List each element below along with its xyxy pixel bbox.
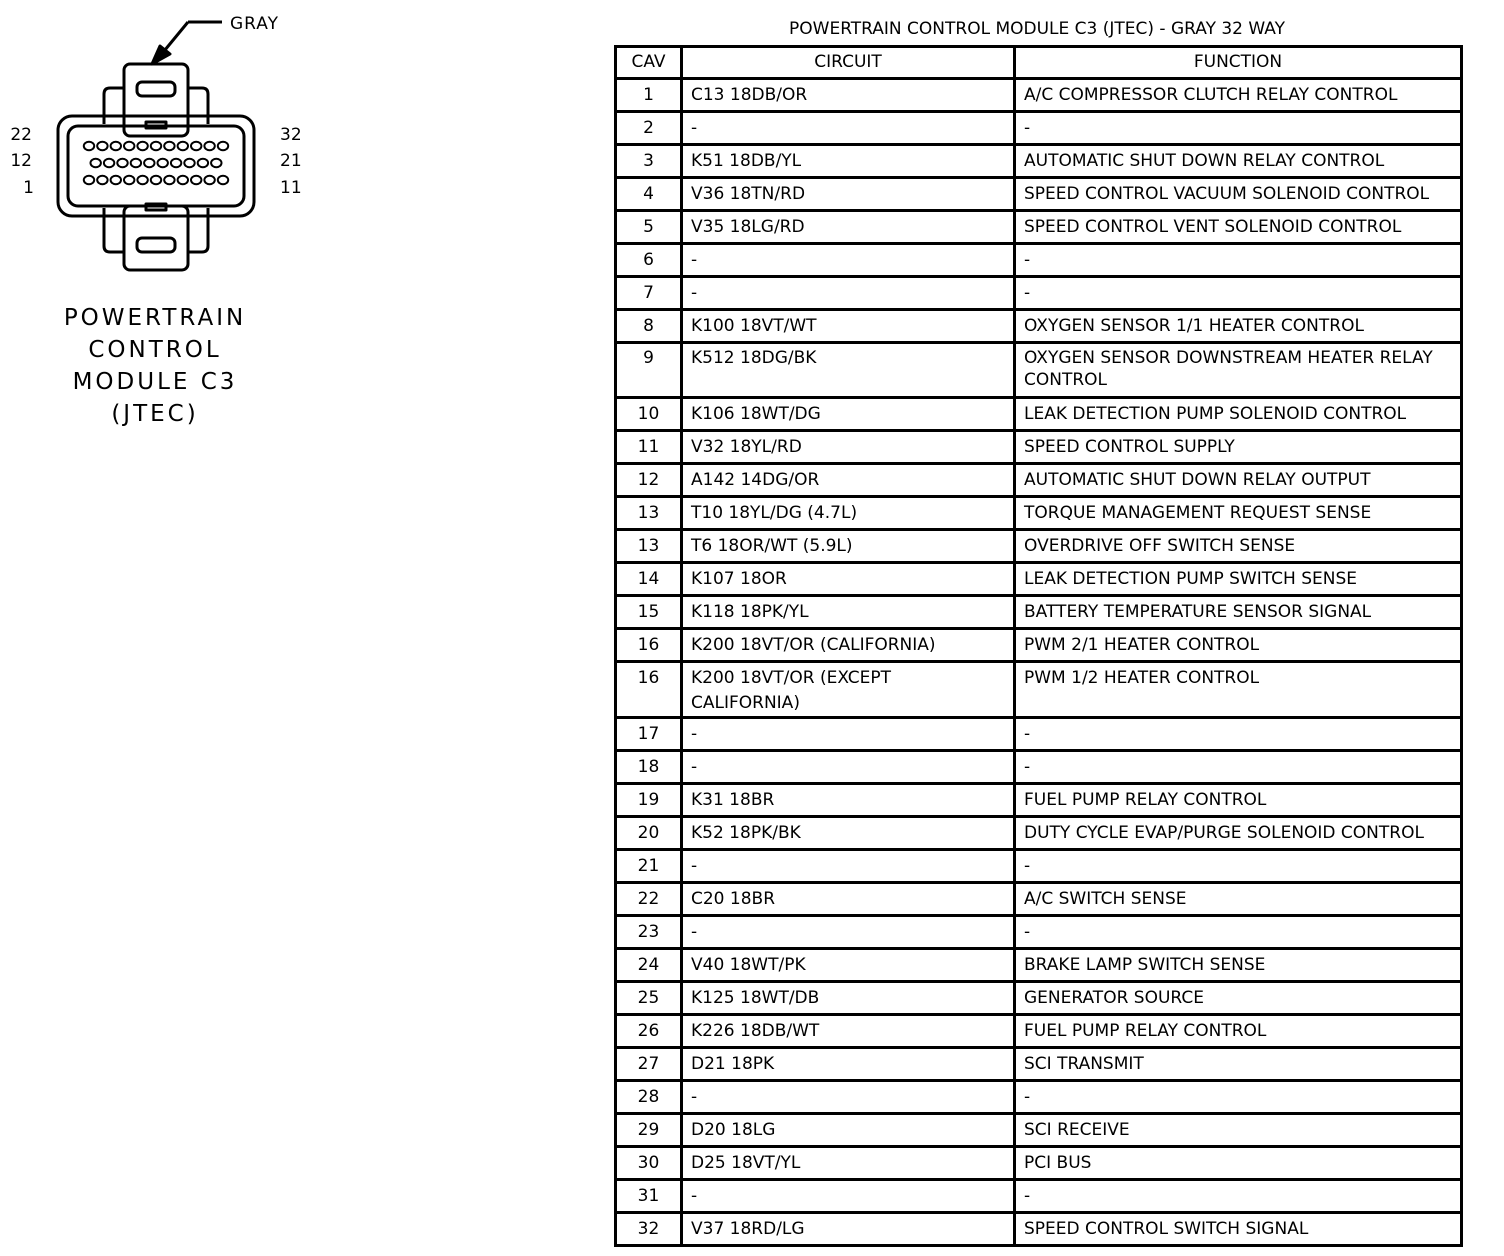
table-header-row — [616, 47, 1462, 79]
circuit-cell: T10 18YL/DG (4.7L) — [682, 497, 1015, 530]
circuit-cell: K200 18VT/OR (CALIFORNIA) — [682, 629, 1015, 662]
circuit-cell: C13 18DB/OR — [682, 79, 1015, 112]
pinout-table — [614, 45, 1463, 1247]
circuit-cell: V32 18YL/RD — [682, 431, 1015, 464]
header-circuit: CIRCUIT — [682, 47, 1015, 79]
circuit-cell: K106 18WT/DG — [682, 398, 1015, 431]
function-cell: OXYGEN SENSOR 1/1 HEATER CONTROL — [1015, 310, 1462, 343]
connector-title — [40, 302, 270, 430]
circuit-cell: K100 18VT/WT — [682, 310, 1015, 343]
cav-cell: 28 — [616, 1081, 682, 1114]
connector-title-line: POWERTRAIN — [63, 305, 247, 331]
function-cell: PWM 2/1 HEATER CONTROL — [1015, 629, 1462, 662]
table-row — [616, 497, 1462, 530]
top-latch-inner — [137, 82, 175, 96]
cav-cell: 19 — [616, 784, 682, 817]
function-cell: LEAK DETECTION PUMP SOLENOID CONTROL — [1015, 398, 1462, 431]
function-cell: A/C SWITCH SENSE — [1015, 883, 1462, 916]
table-row — [616, 464, 1462, 497]
table-row — [616, 949, 1462, 982]
cav-cell: 32 — [616, 1213, 682, 1246]
housing-inner — [68, 126, 244, 206]
pin-number-right-bottom: 11 — [280, 178, 302, 198]
cav-cell: 24 — [616, 949, 682, 982]
circuit-cell: - — [682, 112, 1015, 145]
connector-cavity — [151, 142, 161, 150]
connector-cavity — [84, 142, 94, 150]
connector-cavity — [164, 142, 174, 150]
circuit-cell: K512 18DG/BK — [682, 343, 1015, 398]
function-cell: - — [1015, 1081, 1462, 1114]
table-row — [616, 751, 1462, 784]
function-cell: SPEED CONTROL SUPPLY — [1015, 431, 1462, 464]
header-cav: CAV — [616, 47, 682, 79]
table-row — [616, 1213, 1462, 1246]
table-row — [616, 1180, 1462, 1213]
connector-cavity — [111, 142, 121, 150]
cav-cell: 22 — [616, 883, 682, 916]
circuit-cell: - — [682, 718, 1015, 751]
connector-cavity — [164, 176, 174, 184]
connector-cavity — [178, 176, 188, 184]
table-row — [616, 662, 1462, 718]
table-row — [616, 277, 1462, 310]
circuit-cell: K226 18DB/WT — [682, 1015, 1015, 1048]
cav-cell: 27 — [616, 1048, 682, 1081]
function-cell: DUTY CYCLE EVAP/PURGE SOLENOID CONTROL — [1015, 817, 1462, 850]
circuit-cell: - — [682, 1081, 1015, 1114]
circuit-cell: C20 18BR — [682, 883, 1015, 916]
function-cell: GENERATOR SOURCE — [1015, 982, 1462, 1015]
cav-cell: 16 — [616, 662, 682, 718]
function-cell: PWM 1/2 HEATER CONTROL — [1015, 662, 1462, 718]
connector-cavity — [124, 176, 134, 184]
function-cell: BRAKE LAMP SWITCH SENSE — [1015, 949, 1462, 982]
function-cell: OXYGEN SENSOR DOWNSTREAM HEATER RELAY CONTROL — [1015, 343, 1462, 398]
circuit-cell: K52 18PK/BK — [682, 817, 1015, 850]
table-row — [616, 817, 1462, 850]
table-row — [616, 310, 1462, 343]
header-function: FUNCTION — [1015, 47, 1462, 79]
connector-cavity — [104, 159, 114, 167]
cav-cell: 12 — [616, 464, 682, 497]
cav-cell: 13 — [616, 530, 682, 563]
function-cell: SCI RECEIVE — [1015, 1114, 1462, 1147]
function-cell: FUEL PUMP RELAY CONTROL — [1015, 784, 1462, 817]
table-row — [616, 79, 1462, 112]
cav-cell: 1 — [616, 79, 682, 112]
table-row — [616, 1048, 1462, 1081]
connector-color-label: GRAY — [230, 14, 279, 34]
cav-cell: 3 — [616, 145, 682, 178]
table-row — [616, 629, 1462, 662]
connector-title-line: CONTROL — [88, 337, 222, 363]
table-row — [616, 244, 1462, 277]
circuit-cell: A142 14DG/OR — [682, 464, 1015, 497]
circuit-cell: V35 18LG/RD — [682, 211, 1015, 244]
function-cell: - — [1015, 751, 1462, 784]
connector-cavity — [124, 142, 134, 150]
connector-cavity — [171, 159, 181, 167]
cav-cell: 21 — [616, 850, 682, 883]
connector-cavity — [111, 176, 121, 184]
table-row — [616, 784, 1462, 817]
connector-cavity — [198, 159, 208, 167]
circuit-cell: K107 18OR — [682, 563, 1015, 596]
cav-cell: 25 — [616, 982, 682, 1015]
connector-cavity — [137, 142, 147, 150]
upper-shoulder — [104, 88, 208, 124]
circuit-cell: K200 18VT/OR (EXCEPT CALIFORNIA) — [682, 662, 1015, 718]
cav-cell: 26 — [616, 1015, 682, 1048]
pinout-table-body — [616, 79, 1462, 1246]
circuit-cell: - — [682, 1180, 1015, 1213]
table-row — [616, 718, 1462, 751]
table-row — [616, 145, 1462, 178]
connector-cavity — [117, 159, 127, 167]
cav-cell: 8 — [616, 310, 682, 343]
cav-cell: 20 — [616, 817, 682, 850]
pin-number-right-mid: 21 — [280, 151, 302, 171]
table-row — [616, 530, 1462, 563]
circuit-cell: D20 18LG — [682, 1114, 1015, 1147]
circuit-cell: - — [682, 277, 1015, 310]
function-cell: PCI BUS — [1015, 1147, 1462, 1180]
table-title: POWERTRAIN CONTROL MODULE C3 (JTEC) - GRAY 32 WAY — [789, 19, 1285, 39]
connector-cavity — [97, 176, 107, 184]
cav-cell: 17 — [616, 718, 682, 751]
function-cell: - — [1015, 112, 1462, 145]
connector-face-drawing — [0, 0, 320, 290]
function-cell: - — [1015, 916, 1462, 949]
cav-cell: 14 — [616, 563, 682, 596]
pin-number-right-top: 32 — [280, 125, 302, 145]
cav-cell: 23 — [616, 916, 682, 949]
connector-cavity — [144, 159, 154, 167]
connector-cavity — [218, 176, 228, 184]
table-row — [616, 916, 1462, 949]
cav-cell: 5 — [616, 211, 682, 244]
cav-cell: 15 — [616, 596, 682, 629]
table-row — [616, 883, 1462, 916]
table-row — [616, 596, 1462, 629]
function-cell: - — [1015, 244, 1462, 277]
connector-cavity — [178, 142, 188, 150]
connector-cavity — [191, 176, 201, 184]
circuit-cell: T6 18OR/WT (5.9L) — [682, 530, 1015, 563]
function-cell: AUTOMATIC SHUT DOWN RELAY CONTROL — [1015, 145, 1462, 178]
cav-cell: 7 — [616, 277, 682, 310]
function-cell: AUTOMATIC SHUT DOWN RELAY OUTPUT — [1015, 464, 1462, 497]
cav-cell: 18 — [616, 751, 682, 784]
circuit-cell: D25 18VT/YL — [682, 1147, 1015, 1180]
cav-cell: 29 — [616, 1114, 682, 1147]
cav-cell: 13 — [616, 497, 682, 530]
table-row — [616, 211, 1462, 244]
table-row — [616, 1114, 1462, 1147]
function-cell: - — [1015, 850, 1462, 883]
table-row — [616, 1081, 1462, 1114]
circuit-cell: - — [682, 751, 1015, 784]
connector-cavity — [97, 142, 107, 150]
connector-title-line: MODULE C3 — [72, 369, 238, 395]
circuit-cell: D21 18PK — [682, 1048, 1015, 1081]
table-row — [616, 1015, 1462, 1048]
function-cell: OVERDRIVE OFF SWITCH SENSE — [1015, 530, 1462, 563]
circuit-cell: - — [682, 916, 1015, 949]
cav-cell: 4 — [616, 178, 682, 211]
connector-cavity — [191, 142, 201, 150]
connector-cavity — [151, 176, 161, 184]
table-row — [616, 850, 1462, 883]
cav-cell: 16 — [616, 629, 682, 662]
function-cell: SPEED CONTROL SWITCH SIGNAL — [1015, 1213, 1462, 1246]
circuit-cell: V36 18TN/RD — [682, 178, 1015, 211]
function-cell: LEAK DETECTION PUMP SWITCH SENSE — [1015, 563, 1462, 596]
connector-cavity — [91, 159, 101, 167]
cavity-grid — [84, 142, 228, 184]
circuit-cell: - — [682, 244, 1015, 277]
table-row — [616, 563, 1462, 596]
table-row — [616, 112, 1462, 145]
circuit-cell: V37 18RD/LG — [682, 1213, 1015, 1246]
housing-outer — [58, 116, 254, 216]
pin-number-left-bottom: 1 — [23, 178, 34, 198]
connector-cavity — [184, 159, 194, 167]
function-cell: SCI TRANSMIT — [1015, 1048, 1462, 1081]
table-row — [616, 982, 1462, 1015]
table-row — [616, 1147, 1462, 1180]
cav-cell: 2 — [616, 112, 682, 145]
connector-cavity — [84, 176, 94, 184]
function-cell: - — [1015, 718, 1462, 751]
connector-cavity — [204, 176, 214, 184]
connector-cavity — [204, 142, 214, 150]
circuit-cell: K51 18DB/YL — [682, 145, 1015, 178]
function-cell: BATTERY TEMPERATURE SENSOR SIGNAL — [1015, 596, 1462, 629]
cav-cell: 11 — [616, 431, 682, 464]
pin-number-left-top: 22 — [10, 125, 32, 145]
connector-cavity — [218, 142, 228, 150]
function-cell: SPEED CONTROL VACUUM SOLENOID CONTROL — [1015, 178, 1462, 211]
table-row — [616, 178, 1462, 211]
cav-cell: 31 — [616, 1180, 682, 1213]
cav-cell: 10 — [616, 398, 682, 431]
function-cell: - — [1015, 277, 1462, 310]
connector-cavity — [137, 176, 147, 184]
table-row — [616, 343, 1462, 398]
function-cell: A/C COMPRESSOR CLUTCH RELAY CONTROL — [1015, 79, 1462, 112]
pin-number-left-mid: 12 — [10, 151, 32, 171]
function-cell: FUEL PUMP RELAY CONTROL — [1015, 1015, 1462, 1048]
function-cell: SPEED CONTROL VENT SOLENOID CONTROL — [1015, 211, 1462, 244]
circuit-cell: K125 18WT/DB — [682, 982, 1015, 1015]
circuit-cell: - — [682, 850, 1015, 883]
cav-cell: 9 — [616, 343, 682, 398]
bottom-latch-inner — [137, 238, 175, 252]
connector-cavity — [211, 159, 221, 167]
table-row — [616, 431, 1462, 464]
connector-cavity — [131, 159, 141, 167]
function-cell: - — [1015, 1180, 1462, 1213]
cav-cell: 6 — [616, 244, 682, 277]
cav-cell: 30 — [616, 1147, 682, 1180]
connector-cavity — [158, 159, 168, 167]
circuit-cell: V40 18WT/PK — [682, 949, 1015, 982]
circuit-cell: K118 18PK/YL — [682, 596, 1015, 629]
circuit-cell: K31 18BR — [682, 784, 1015, 817]
function-cell: TORQUE MANAGEMENT REQUEST SENSE — [1015, 497, 1462, 530]
table-row — [616, 398, 1462, 431]
connector-title-line: (JTEC) — [111, 401, 199, 427]
